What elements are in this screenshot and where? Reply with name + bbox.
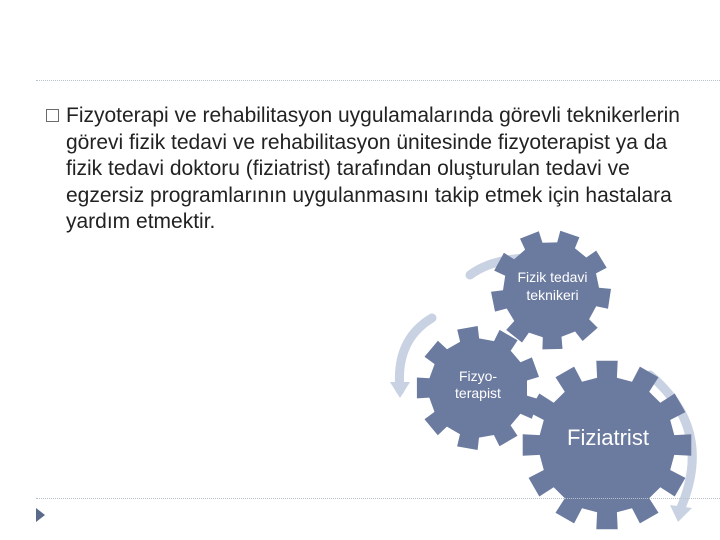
cycle-arrow-head bbox=[390, 382, 410, 398]
gear-label-fizyoterapist: Fizyo-terapist bbox=[455, 368, 501, 401]
bottom-divider bbox=[36, 498, 720, 499]
gear-label-fiziatrist: Fiziatrist bbox=[567, 425, 649, 450]
bullet-text: Fizyoterapi ve rehabilitasyon uygulamalarında görevli teknikerlerin görevi fizik tedavi ve rehabilitasyon ünitesinde fizyoterapist ya da fizik tedavi doktoru (fiziatrist) tarafından oluşturulan tedavi ve egzersiz programlarının uygulanmasını takip etmek için hastalara yardım etmektir. bbox=[66, 104, 680, 233]
gear-label-fizik-tedavi-teknikeri: Fizik tedavi teknikeri bbox=[517, 269, 588, 303]
triangle-right-icon[interactable] bbox=[36, 508, 45, 522]
cycle-arrow-head bbox=[670, 505, 692, 522]
